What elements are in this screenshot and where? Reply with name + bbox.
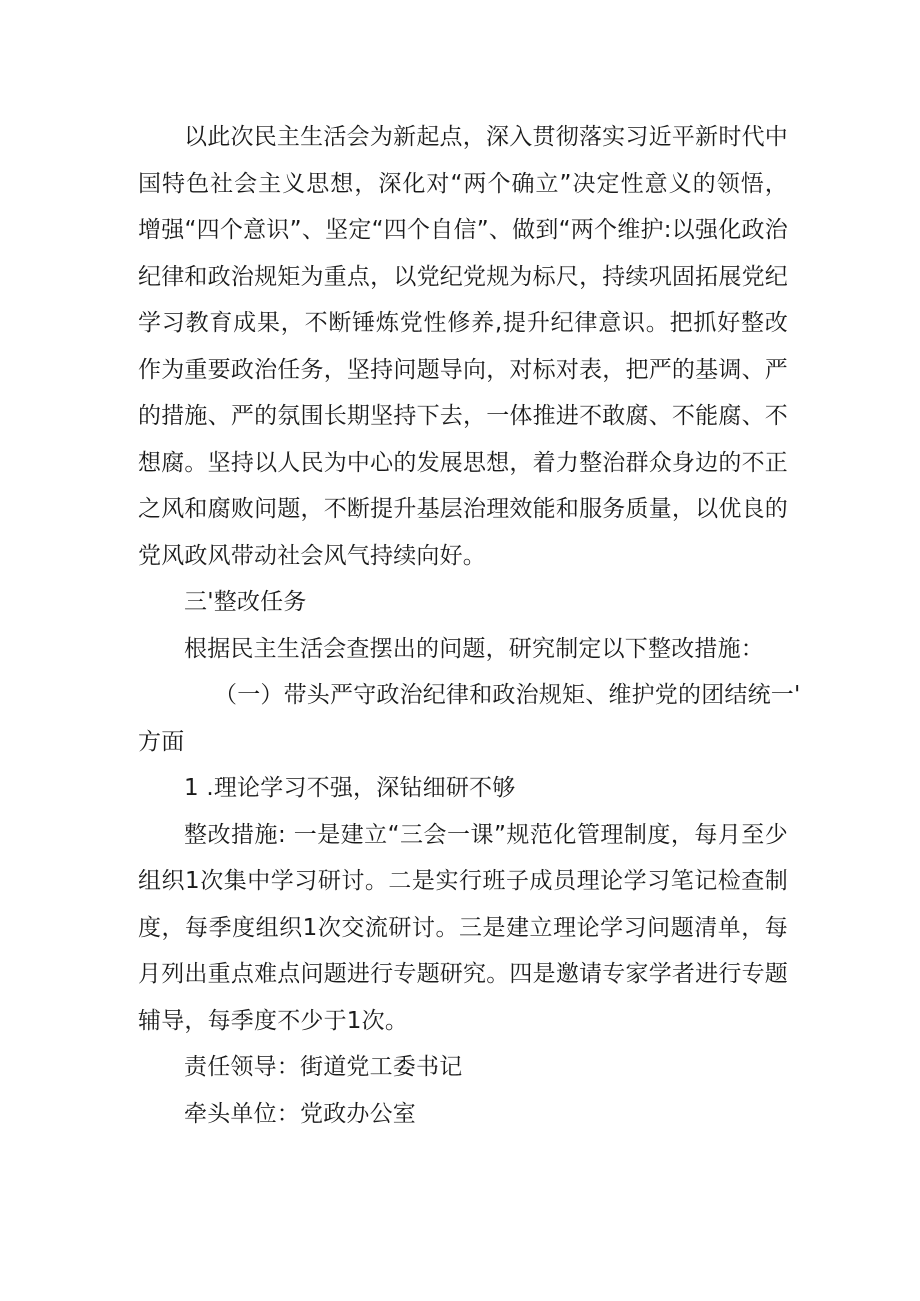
subsection-heading-continuation: 方面 — [138, 728, 185, 755]
document-body — [138, 114, 801, 1137]
intro-line: 根据民主生活会查摆出的问题，研究制定以下整改措施： — [184, 635, 764, 662]
item-title: 1 .理论学习不强，深钻细研不够 — [184, 775, 516, 801]
lead-unit: 牵头单位：党政办公室 — [184, 1100, 416, 1127]
subsection-heading: （一）带头严守政治纪律和政治规矩、维护党的团结统一' — [214, 682, 801, 708]
measures-paragraph: 整改措施: 一是建立“三会一课”规范化管理制度，每月至少组织1次集中学习研讨。二是实行班子成员理论学习笔记检查制度，每季度组织1次交流研讨。三是建立理论学习问题清单，每月列出重点难点问题进行专题研究。四是邀请专家学者进行专题辅导，每季度不少于1次。 — [138, 821, 788, 1034]
section-heading: 三'整改任务 — [184, 589, 307, 615]
opening-paragraph: 以此次民主生活会为新起点，深入贯彻落实习近平新时代中国特色社会主义思想，深化对“两个确立”决定性意义的领悟，增强“四个意识”、坚定“四个自信”、做到“两个维护:以强化政治纪律和政治规矩为重点，以党纪党规为标尺，持续巩固拓展党纪学习教育成果，不断锤炼党性修养,提升纪律意识。把抓好整改作为重要政治任务，坚持问题导向，对标对表，把严的基调、严的措施、严的氛围长期坚持下去，一体推进不敢腐、不能腐、不想腐。坚持以人民为中心的发展思想，着力整治群众身边的不正之风和腐败问题，不断提升基层治理效能和服务质量，以优良的党风政风带动社会风气持续向好。 — [138, 124, 788, 569]
responsible-leader: 责任领导：街道党工委书记 — [184, 1054, 463, 1080]
